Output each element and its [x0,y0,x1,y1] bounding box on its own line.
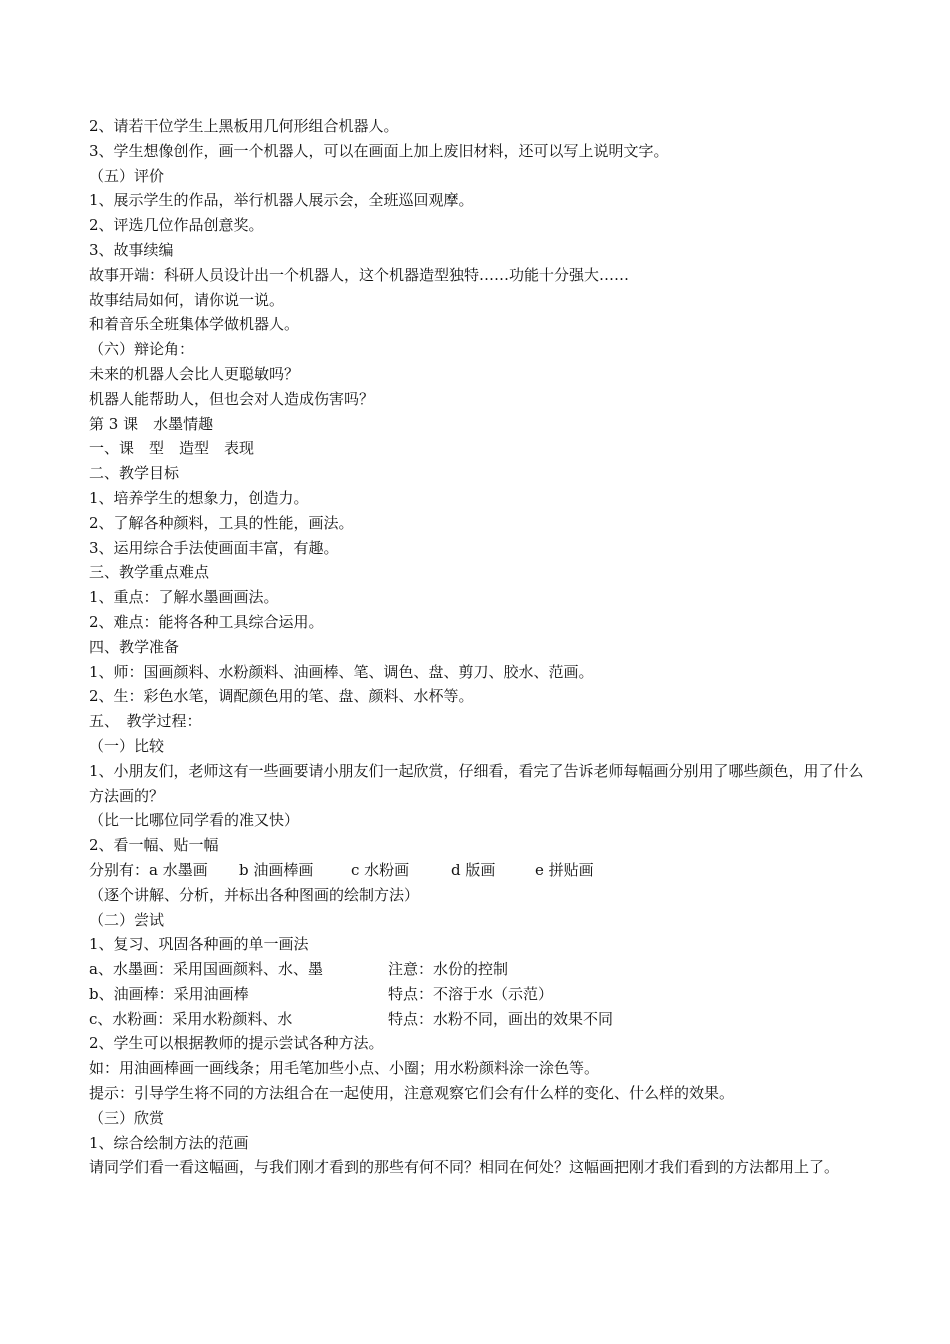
painting-type: 分别有：a 水墨画 [89,860,208,879]
method-note: 特点：水粉不同，画出的效果不同 [388,1009,614,1028]
painting-type: e 拼贴画 [535,860,594,879]
text-line: 2、请若干位学生上黑板用几何形组合机器人。 [89,117,399,135]
subsection-heading: （三）欣赏 [89,1108,165,1127]
text-line: 1、复习、巩固各种画的单一画法 [89,935,309,954]
text-line: 和着音乐全班集体学做机器人。 [89,315,300,334]
paragraph: 请同学们看一看这幅画，与我们刚才看到的那些有何不同？相同在何处？这幅画把刚才我们看到的方法都用上了。 [89,1158,840,1177]
text-line: 故事结局如何，请你说一说。 [89,290,285,309]
method-row [89,982,869,1007]
text-line: 1、师：国画颜料、水粉颜料、油画棒、笔、调色、盘、剪刀、胶水、范画。 [89,662,594,681]
text-line: 3、学生想像创作，画一个机器人，可以在画面上加上废旧材料，还可以写上说明文字。 [89,141,669,160]
painting-type: c 水粉画 [351,860,410,879]
text-line: 2、难点：能将各种工具综合运用。 [89,612,324,631]
text-line: 1、展示学生的作品，举行机器人展示会，全班巡回观摩。 [89,191,474,210]
text-line: 1、重点：了解水墨画画法。 [89,588,279,607]
text-line: 2、学生可以根据教师的提示尝试各种方法。 [89,1034,384,1053]
text-line: 2、生：彩色水笔，调配颜色用的笔、盘、颜料、水杯等。 [89,687,474,706]
text-line: 3、故事续编 [89,240,174,259]
document-page [89,114,869,1180]
section-heading: 四、教学准备 [89,637,180,656]
text-line: 故事开端：科研人员设计出一个机器人，这个机器造型独特……功能十分强大…… [89,265,630,284]
section-heading: （五）评价 [89,166,165,185]
text-line: 如：用油画棒画一画线条；用毛笔加些小点、小圈；用水粉颜料涂一涂色等。 [89,1059,600,1078]
text-line: 3、运用综合手法使画面丰富，有趣。 [89,538,339,557]
section-heading: 五、 教学过程： [89,712,202,731]
subsection-heading: （一）比较 [89,736,165,755]
section-heading: 三、教学重点难点 [89,563,210,582]
method-note: 特点：不溶于水（示范） [388,984,554,1003]
section-heading: 一、课 型 造型 表现 [89,439,255,458]
text-line: 2、看一幅、贴一幅 [89,836,219,855]
method-note: 注意：水份的控制 [388,960,509,979]
method-row [89,1007,869,1032]
section-heading: （六）辩论角： [89,340,195,359]
method-description: b、油画棒：采用油画棒 [89,984,249,1003]
method-row [89,957,869,982]
paragraph: 1、小朋友们，老师这有一些画要请小朋友们一起欣赏，仔细看，看完了告诉老师每幅画分别用了哪些颜色，用了什么方法画的？ [89,761,864,805]
method-description: c、水粉画：采用水粉颜料、水 [89,1009,293,1028]
text-line: 1、综合绘制方法的范画 [89,1133,249,1152]
painting-type: d 版画 [451,860,496,879]
text-line: 2、评选几位作品创意奖。 [89,216,264,235]
subsection-heading: （二）尝试 [89,910,165,929]
lesson-title: 第 3 课 水墨情趣 [89,414,214,433]
text-line: （比一比哪位同学看的准又快） [89,811,300,830]
text-line: 机器人能帮助人，但也会对人造成伤害吗？ [89,389,375,408]
method-description: a、水墨画：采用国画颜料、水、墨 [89,960,323,979]
section-heading: 二、教学目标 [89,464,180,483]
text-line: 提示：引导学生将不同的方法组合在一起使用，注意观察它们会有什么样的变化、什么样的效果。 [89,1084,735,1103]
text-line: 1、培养学生的想象力，创造力。 [89,488,309,507]
painting-types-row [89,858,869,883]
text-line: 未来的机器人会比人更聪敏吗？ [89,364,300,383]
painting-type: b 油画棒画 [239,860,314,879]
text-line: 2、了解各种颜料，工具的性能，画法。 [89,513,354,532]
text-line: （逐个讲解、分析，并标出各种图画的绘制方法） [89,885,420,904]
